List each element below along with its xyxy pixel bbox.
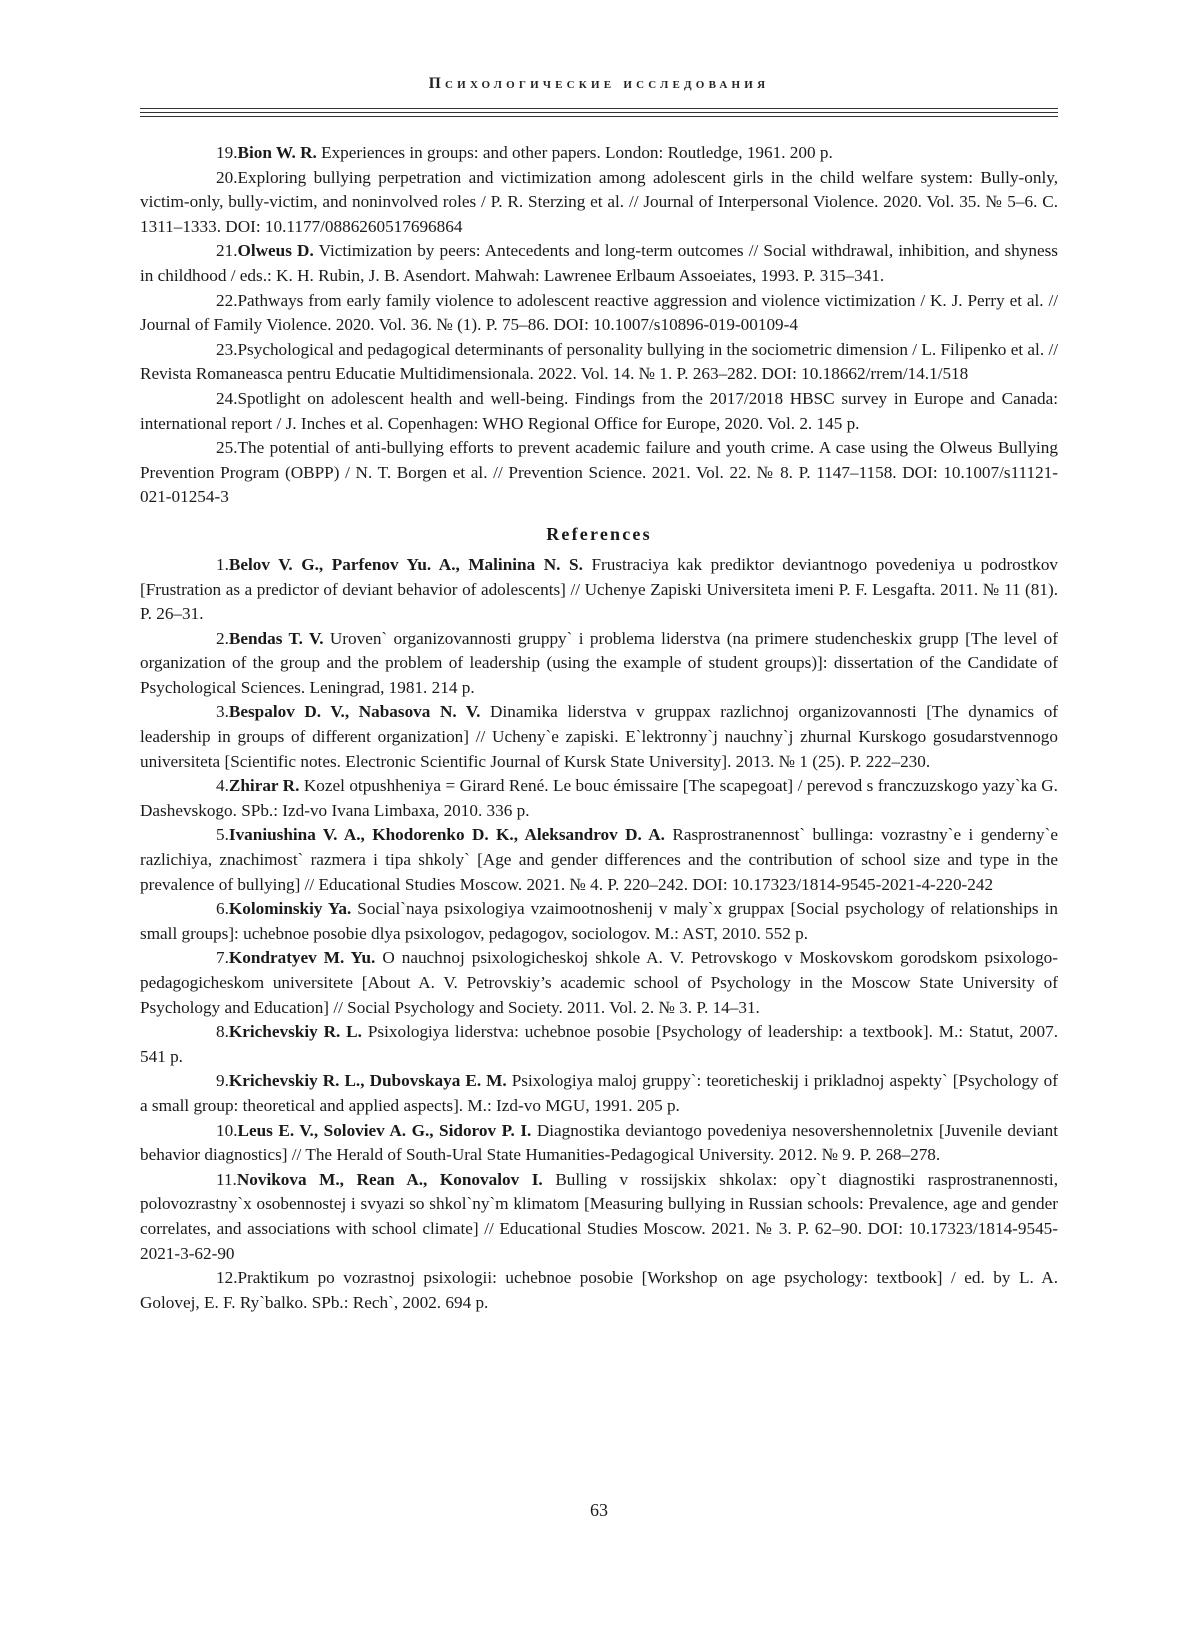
entry-text: Social`naya psixologiya vzaimootnoshenij v maly`x gruppax [Social psychology of relationships in small groups]: uchebnoe posobie dlya psixologov, pedagogov, sociologov. M.: AST, 2010. 552 p. bbox=[140, 899, 1058, 943]
entry-number: 19. bbox=[178, 141, 237, 166]
reference-entry bbox=[140, 946, 1058, 1020]
entry-number: 6. bbox=[178, 897, 229, 922]
entry-number: 8. bbox=[178, 1020, 229, 1045]
entry-authors: Kolominskiy Ya. bbox=[229, 899, 351, 918]
entry-authors: Zhirar R. bbox=[229, 776, 300, 795]
entry-authors: Novikova M., Rean A., Konovalov I. bbox=[237, 1170, 543, 1189]
reference-entry bbox=[140, 774, 1058, 823]
entry-authors: Krichevskiy R. L., Dubovskaya E. M. bbox=[229, 1071, 507, 1090]
reference-entry bbox=[140, 553, 1058, 627]
entry-authors: Bion W. R. bbox=[237, 143, 316, 162]
reference-entry bbox=[140, 1069, 1058, 1118]
entry-authors: Kondratyev M. Yu. bbox=[229, 948, 375, 967]
entry-number: 5. bbox=[178, 823, 229, 848]
entry-text: Dinamika liderstva v gruppax razlichnoj organizovannosti [The dynamics of leadership in groups of different organization] // Ucheny`e zapiski. E`lektronny`j nauchny`j zhurnal Kurskogo gosudarstvennogo universiteta [Scientific notes. Electronic Scientific Journal of Kursk State University]. 2013. № 1 (25). P. 222–230. bbox=[140, 702, 1058, 770]
reference-entry bbox=[140, 823, 1058, 897]
entry-text: Praktikum po vozrastnoj psixologii: uchebnoe posobie [Workshop on age psychology: textbook] / ed. by L. A. Golovej, E. F. Ry`balko. SPb.: Rech`, 2002. 694 p. bbox=[140, 1268, 1058, 1312]
reference-entry bbox=[140, 700, 1058, 774]
entry-number: 20. bbox=[178, 166, 237, 191]
entry-number: 1. bbox=[178, 553, 229, 578]
entry-text: Pathways from early family violence to adolescent reactive aggression and violence victimization / K. J. Perry et al. // Journal of Family Violence. 2020. Vol. 36. № (1). P. 75–86. DOI: 10.1007/s10896-019-00109-4 bbox=[140, 291, 1058, 335]
entry-number: 25. bbox=[178, 436, 237, 461]
entry-authors: Bendas T. V. bbox=[229, 629, 324, 648]
entry-authors: Krichevskiy R. L. bbox=[229, 1022, 362, 1041]
header-rule bbox=[140, 108, 1058, 120]
entry-text: O nauchnoj psixologicheskoj shkole A. V. Petrovskogo v Moskovskom gorodskom psixologo-pedagogicheskom universitete [About A. V. Petrovskiy’s academic school of Psychology in the Moscow State University of Psychology and Education] // Social Psychology and Society. 2011. Vol. 2. № 3. P. 14–31. bbox=[140, 948, 1058, 1016]
references-list bbox=[140, 553, 1058, 1315]
entry-text: Psixologiya maloj gruppy`: teoreticheskij i prikladnoj aspekty` [Psychology of a small group: theoretical and applied aspects]. M.: Izd-vo MGU, 1991. 205 p. bbox=[140, 1071, 1058, 1115]
bibliography-entry bbox=[140, 436, 1058, 510]
entry-number: 4. bbox=[178, 774, 229, 799]
entry-number: 11. bbox=[178, 1168, 237, 1193]
entry-authors: Olweus D. bbox=[237, 241, 313, 260]
bibliography-entry bbox=[140, 239, 1058, 288]
entry-number: 10. bbox=[178, 1119, 237, 1144]
entry-number: 7. bbox=[178, 946, 229, 971]
reference-entry bbox=[140, 627, 1058, 701]
entry-text: Frustraciya kak prediktor deviantnogo povedeniya u podrostkov [Frustration as a predictor of deviant behavior of adolescents] // Uchenye Zapiski Universiteta imeni P. F. Lesgafta. 2011. № 11 (81). P. 26–31. bbox=[140, 555, 1058, 623]
entry-text: Rasprostranennost` bullinga: vozrastny`e i genderny`e razlichiya, znachimost` razmera i tipa shkoly` [Age and gender differences and the contribution of school size and type in the prevalence of bullying] // Educational Studies Moscow. 2021. № 4. P. 220–242. DOI: 10.17323/1814-9545-2021-4-220-242 bbox=[140, 825, 1058, 893]
entry-number: 23. bbox=[178, 338, 237, 363]
entry-text: Spotlight on adolescent health and well-being. Findings from the 2017/2018 HBSC survey in Europe and Canada: international report / J. Inches et al. Copenhagen: WHO Regional Office for Europe, 2020. Vol. 2. 145 p. bbox=[140, 389, 1058, 433]
entry-text: Bulling v rossijskix shkolax: opy`t diagnostiki rasprostranennosti, polovozrastny`x osobennostej i svyazi so shkol`ny`m klimatom [Measuring bullying in Russian schools: Prevalence, age and gender correlates, and associations with school climate] // Educational Studies Moscow. 2021. № 3. P. 62–90. DOI: 10.17323/1814-9545-2021-3-62-90 bbox=[140, 1170, 1058, 1263]
bibliography-list bbox=[140, 141, 1058, 510]
bibliography-entry bbox=[140, 289, 1058, 338]
entry-authors: Leus E. V., Soloviev A. G., Sidorov P. I. bbox=[237, 1121, 531, 1140]
entry-text: Victimization by peers: Antecedents and long-term outcomes // Social withdrawal, inhibition, and shyness in childhood / eds.: K. H. Rubin, J. B. Asendort. Mahwah: Lawrenee Erlbaum Assoeiates, 1993. P. 315–341. bbox=[140, 241, 1058, 285]
entry-number: 24. bbox=[178, 387, 237, 412]
entry-text: Uroven` organizovannosti gruppy` i problema liderstva (na primere studencheskix grupp [The level of organization of the group and the problem of leadership (using the example of student groups)]: dissertation of the Candidate of Psychological Sciences. Leningrad, 1981. 214 p. bbox=[140, 629, 1058, 697]
entry-number: 21. bbox=[178, 239, 237, 264]
page-number: 63 bbox=[140, 1500, 1058, 1521]
reference-entry bbox=[140, 1168, 1058, 1266]
journal-page bbox=[140, 0, 1058, 1651]
references-heading: References bbox=[140, 524, 1058, 545]
entry-number: 9. bbox=[178, 1069, 229, 1094]
entry-number: 22. bbox=[178, 289, 237, 314]
entry-text: Psixologiya liderstva: uchebnoe posobie [Psychology of leadership: a textbook]. M.: Statut, 2007. 541 p. bbox=[140, 1022, 1058, 1066]
entry-text: Kozel otpushheniya = Girard René. Le bouc émissaire [The scapegoat] / perevod s franczuzskogo yazy`ka G. Dashevskogo. SPb.: Izd-vo Ivana Limbaxa, 2010. 336 p. bbox=[140, 776, 1058, 820]
bibliography-entry bbox=[140, 141, 1058, 166]
entry-text: Diagnostika deviantogo povedeniya nesovershennoletnix [Juvenile deviant behavior diagnostics] // The Herald of South-Ural State Humanities-Pedagogical University. 2012. № 9. P. 268–278. bbox=[140, 1121, 1058, 1165]
entry-number: 3. bbox=[178, 700, 229, 725]
entry-text: The potential of anti-bullying efforts to prevent academic failure and youth crime. A case using the Olweus Bullying Prevention Program (OBPP) / N. T. Borgen et al. // Prevention Science. 2021. Vol. 22. № 8. P. 1147–1158. DOI: 10.1007/s11121-021-01254-3 bbox=[140, 438, 1058, 506]
bibliography-entry bbox=[140, 387, 1058, 436]
entry-authors: Bespalov D. V., Nabasova N. V. bbox=[229, 702, 481, 721]
entry-authors: Belov V. G., Parfenov Yu. A., Malinina N. S. bbox=[229, 555, 583, 574]
running-head: Психологические исследования bbox=[140, 75, 1058, 93]
reference-entry bbox=[140, 897, 1058, 946]
bibliography-entry bbox=[140, 166, 1058, 240]
entry-text: Psychological and pedagogical determinants of personality bullying in the sociometric dimension / L. Filipenko et al. // Revista Romaneasca pentru Educatie Multidimensionala. 2022. Vol. 14. № 1. P. 263–282. DOI: 10.18662/rrem/14.1/518 bbox=[140, 340, 1058, 384]
bibliography-entry bbox=[140, 338, 1058, 387]
entry-text: Experiences in groups: and other papers. London: Routledge, 1961. 200 p. bbox=[321, 143, 833, 162]
entry-number: 2. bbox=[178, 627, 229, 652]
reference-entry bbox=[140, 1266, 1058, 1315]
entry-number: 12. bbox=[178, 1266, 237, 1291]
reference-entry bbox=[140, 1020, 1058, 1069]
page-content bbox=[140, 141, 1058, 1315]
entry-text: Exploring bullying perpetration and victimization among adolescent girls in the child welfare system: Bully-only, victim-only, bully-victim, and noninvolved roles / P. R. Sterzing et al. // Journal of Interpersonal Violence. 2020. Vol. 35. № 5–6. C. 1311–1333. DOI: 10.1177/0886260517696864 bbox=[140, 168, 1058, 236]
entry-authors: Ivaniushina V. A., Khodorenko D. K., Aleksandrov D. A. bbox=[229, 825, 665, 844]
reference-entry bbox=[140, 1119, 1058, 1168]
